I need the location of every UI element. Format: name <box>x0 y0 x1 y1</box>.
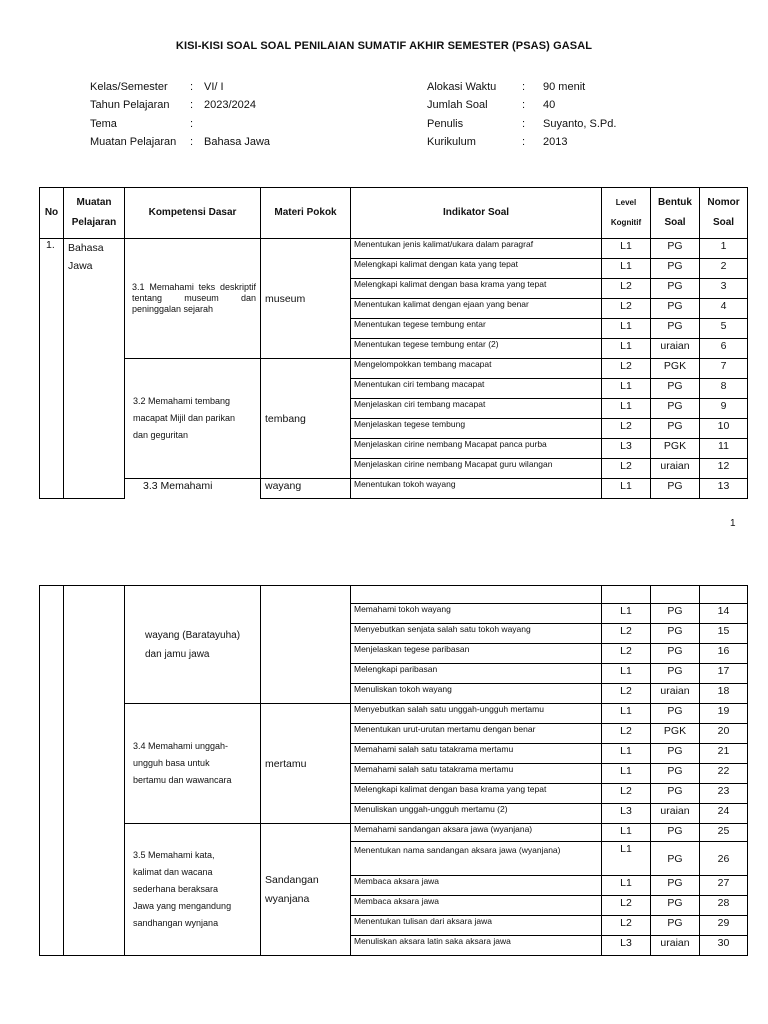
nomor-soal: 10 <box>700 419 748 439</box>
info-label: Kurikulum <box>427 136 476 148</box>
info-value: VI/ I <box>204 81 224 93</box>
materi-pokok-tembang: tembang <box>261 359 351 479</box>
header-materi-pokok: Materi Pokok <box>261 188 351 239</box>
level-kognitif: L2 <box>602 299 651 319</box>
nomor-soal: 20 <box>700 724 748 744</box>
level-kognitif: L2 <box>602 419 651 439</box>
table-row <box>40 479 748 499</box>
bentuk-soal: PG <box>651 784 700 804</box>
header-level-kognitif <box>602 188 651 239</box>
kd-line: dan jamu jawa <box>145 648 210 660</box>
nomor-soal: 2 <box>700 259 748 279</box>
indikator-soal: Menuliskan aksara latin saka aksara jawa <box>351 936 602 956</box>
bentuk-soal: PG <box>651 604 700 624</box>
header-kompetensi-dasar: Kompetensi Dasar <box>125 188 261 239</box>
bentuk-soal: PG <box>651 764 700 784</box>
level-kognitif: L1 <box>602 824 651 842</box>
header-bentuk-line: Bentuk <box>658 197 692 208</box>
level-kognitif: L2 <box>602 279 651 299</box>
bentuk-soal: PG <box>651 239 700 259</box>
nomor-soal: 14 <box>700 604 748 624</box>
indikator-soal: Menyebutkan salah satu unggah-ungguh mertamu <box>351 704 602 724</box>
page-number: 1 <box>730 518 736 529</box>
muatan-line: Bahasa <box>68 242 104 254</box>
nomor-soal: 22 <box>700 764 748 784</box>
info-value: 2023/2024 <box>204 99 256 111</box>
kompetensi-dasar-3-3: 3.3 Memahami <box>125 479 261 499</box>
kd-line: wayang (Baratayuha) <box>145 629 241 641</box>
level-kognitif: L1 <box>602 842 651 876</box>
table-row <box>40 586 748 604</box>
kd-line: Jawa yang mengandung <box>133 901 232 911</box>
level-kognitif: L1 <box>602 339 651 359</box>
bentuk-soal: PG <box>651 299 700 319</box>
level-kognitif: L2 <box>602 644 651 664</box>
header-indikator-soal: Indikator Soal <box>351 188 602 239</box>
indikator-soal: Menjelaskan tegese tembung <box>351 419 602 439</box>
nomor-soal: 27 <box>700 876 748 896</box>
kompetensi-dasar-3-4 <box>125 704 261 824</box>
level-kognitif: L1 <box>602 239 651 259</box>
kd-line: sandhangan wynjana <box>133 918 219 928</box>
level-kognitif: L3 <box>602 804 651 824</box>
bentuk-soal: PGK <box>651 439 700 459</box>
indikator-soal: Menjelaskan cirine nembang Macapat panca purba <box>351 439 602 459</box>
info-separator: : <box>190 81 194 93</box>
indikator-soal: Menentukan urut-urutan mertamu dengan benar <box>351 724 602 744</box>
document-title: KISI-KISI SOAL SOAL PENILAIAN SUMATIF AKHIR SEMESTER (PSAS) GASAL <box>175 40 593 52</box>
indikator-soal: Menuliskan unggah-ungguh mertamu (2) <box>351 804 602 824</box>
table-row <box>40 824 748 842</box>
bentuk-soal: PG <box>651 419 700 439</box>
bentuk-soal: PG <box>651 479 700 499</box>
level-kognitif: L2 <box>602 459 651 479</box>
muatan-line: Jawa <box>68 260 93 272</box>
bentuk-empty <box>651 586 700 604</box>
kisi-kisi-table-page-1 <box>39 187 748 499</box>
info-separator: : <box>522 136 526 148</box>
kompetensi-dasar-3-1: 3.1 Memahami teks deskriptif tentang museum dan peninggalan sejarah <box>125 239 261 359</box>
table-header-row <box>40 188 748 239</box>
info-separator: : <box>190 118 194 130</box>
materi-pokok-mertamu: mertamu <box>261 704 351 824</box>
level-kognitif: L1 <box>602 319 651 339</box>
header-bentuk-line: Soal <box>664 217 686 228</box>
table-row <box>40 359 748 379</box>
nomor-empty <box>700 586 748 604</box>
bentuk-soal: PG <box>651 259 700 279</box>
bentuk-soal: PG <box>651 279 700 299</box>
nomor-soal: 28 <box>700 896 748 916</box>
indikator-soal: Menjelaskan cirine nembang Macapat guru wilangan <box>351 459 602 479</box>
indikator-soal: Memahami sandangan aksara jawa (wyanjana) <box>351 824 602 842</box>
level-kognitif: L1 <box>602 764 651 784</box>
indikator-soal: Menentukan tegese tembung entar <box>351 319 602 339</box>
info-separator: : <box>522 81 526 93</box>
bentuk-soal: PG <box>651 896 700 916</box>
info-value: 90 menit <box>543 81 586 93</box>
nomor-soal: 15 <box>700 624 748 644</box>
header-bentuk-soal <box>651 188 700 239</box>
info-label: Penulis <box>427 118 464 130</box>
bentuk-soal: PG <box>651 876 700 896</box>
row-number-empty <box>40 586 64 956</box>
bentuk-soal: uraian <box>651 684 700 704</box>
bentuk-soal: PG <box>651 644 700 664</box>
indikator-soal: Menyebutkan senjata salah satu tokoh wayang <box>351 624 602 644</box>
nomor-soal: 3 <box>700 279 748 299</box>
indikator-empty <box>351 586 602 604</box>
materi-pokok-empty <box>261 586 351 704</box>
info-left <box>90 81 390 161</box>
header-no: No <box>40 188 64 239</box>
level-kognitif: L3 <box>602 439 651 459</box>
muatan-pelajaran <box>64 239 125 499</box>
kd-line: 3.5 Memahami kata, <box>133 850 215 860</box>
level-kognitif: L2 <box>602 784 651 804</box>
kd-line: sederhana beraksara <box>133 884 219 894</box>
level-kognitif: L2 <box>602 684 651 704</box>
kd-line: dan geguritan <box>133 430 189 440</box>
info-label: Tema <box>90 118 117 130</box>
nomor-soal: 6 <box>700 339 748 359</box>
nomor-soal: 19 <box>700 704 748 724</box>
kompetensi-dasar-3-3-cont <box>125 586 261 704</box>
level-kognitif: L2 <box>602 896 651 916</box>
bentuk-soal: PG <box>651 624 700 644</box>
nomor-soal: 7 <box>700 359 748 379</box>
nomor-soal: 16 <box>700 644 748 664</box>
kd-line: 3.4 Memahami unggah- <box>133 741 229 751</box>
indikator-soal: Membaca aksara jawa <box>351 876 602 896</box>
bentuk-soal: PG <box>651 379 700 399</box>
bentuk-soal: PG <box>651 842 700 876</box>
materi-pokok-wayang: wayang <box>261 479 351 499</box>
nomor-soal: 4 <box>700 299 748 319</box>
indikator-soal: Memahami tokoh wayang <box>351 604 602 624</box>
row-number: 1. <box>40 239 64 499</box>
level-kognitif: L1 <box>602 379 651 399</box>
info-separator: : <box>190 136 194 148</box>
kisi-kisi-table-page-2 <box>39 585 748 956</box>
indikator-soal: Menentukan ciri tembang macapat <box>351 379 602 399</box>
level-kognitif: L2 <box>602 359 651 379</box>
nomor-soal: 5 <box>700 319 748 339</box>
info-label: Alokasi Waktu <box>427 81 497 93</box>
bentuk-soal: PG <box>651 704 700 724</box>
kd-line: kalimat dan wacana <box>133 867 213 877</box>
bentuk-soal: PG <box>651 664 700 684</box>
info-value: 40 <box>543 99 556 111</box>
info-separator: : <box>190 99 194 111</box>
bentuk-soal: PG <box>651 399 700 419</box>
info-value: Bahasa Jawa <box>204 136 271 148</box>
indikator-soal: Melengkapi kalimat dengan basa krama yang tepat <box>351 279 602 299</box>
nomor-soal: 8 <box>700 379 748 399</box>
info-separator: : <box>522 99 526 111</box>
header-level-line: Kognitif <box>610 218 642 227</box>
nomor-soal: 17 <box>700 664 748 684</box>
indikator-soal: Mengelompokkan tembang macapat <box>351 359 602 379</box>
bentuk-soal: PG <box>651 916 700 936</box>
bentuk-soal: PG <box>651 744 700 764</box>
level-kognitif: L2 <box>602 724 651 744</box>
level-kognitif: L1 <box>602 744 651 764</box>
indikator-soal: Menuliskan tokoh wayang <box>351 684 602 704</box>
nomor-soal: 12 <box>700 459 748 479</box>
indikator-soal: Memahami salah satu tatakrama mertamu <box>351 764 602 784</box>
indikator-soal: Melengkapi kalimat dengan basa krama yang tepat <box>351 784 602 804</box>
level-kognitif: L2 <box>602 624 651 644</box>
bentuk-soal: uraian <box>651 339 700 359</box>
indikator-soal: Menentukan kalimat dengan ejaan yang benar <box>351 299 602 319</box>
indikator-soal: Menjelaskan tegese paribasan <box>351 644 602 664</box>
nomor-soal: 25 <box>700 824 748 842</box>
info-label: Tahun Pelajaran <box>90 99 170 111</box>
bentuk-soal: uraian <box>651 459 700 479</box>
indikator-soal: Menentukan tulisan dari aksara jawa <box>351 916 602 936</box>
table-row <box>40 239 748 259</box>
materi-line: wyanjana <box>265 892 310 905</box>
info-label: Muatan Pelajaran <box>90 136 177 148</box>
indikator-soal: Melengkapi kalimat dengan kata yang tepat <box>351 259 602 279</box>
indikator-soal: Menentukan jenis kalimat/ukara dalam paragraf <box>351 239 602 259</box>
level-kognitif: L1 <box>602 399 651 419</box>
nomor-soal: 24 <box>700 804 748 824</box>
header-muatan-line: Pelajaran <box>71 217 117 228</box>
level-kognitif: L2 <box>602 916 651 936</box>
kd-line: bertamu dan wawancara <box>133 775 232 785</box>
bentuk-soal: uraian <box>651 804 700 824</box>
kd-line: 3.2 Memahami tembang <box>133 396 231 406</box>
level-empty <box>602 586 651 604</box>
header-nomor-soal <box>700 188 748 239</box>
header-nomor-line: Nomor <box>707 197 740 208</box>
info-right <box>427 81 727 161</box>
info-separator: : <box>522 118 526 130</box>
materi-line: Sandangan <box>265 873 319 886</box>
header-muatan-line: Muatan <box>76 197 112 208</box>
indikator-soal: Menentukan tokoh wayang <box>351 479 602 499</box>
materi-pokok-sandangan <box>261 824 351 956</box>
info-value: Suyanto, S.Pd. <box>543 118 617 130</box>
level-kognitif: L3 <box>602 936 651 956</box>
info-label: Jumlah Soal <box>427 99 488 111</box>
info-value: 2013 <box>543 136 568 148</box>
level-kognitif: L1 <box>602 704 651 724</box>
kompetensi-dasar-3-5 <box>125 824 261 956</box>
nomor-soal: 18 <box>700 684 748 704</box>
level-kognitif: L1 <box>602 259 651 279</box>
bentuk-soal: PGK <box>651 724 700 744</box>
header-muatan <box>64 188 125 239</box>
nomor-soal: 23 <box>700 784 748 804</box>
header-nomor-line: Soal <box>712 217 735 228</box>
nomor-soal: 9 <box>700 399 748 419</box>
nomor-soal: 21 <box>700 744 748 764</box>
table-row <box>40 704 748 724</box>
nomor-soal: 13 <box>700 479 748 499</box>
bentuk-soal: PG <box>651 824 700 842</box>
level-kognitif: L1 <box>602 664 651 684</box>
kd-line: ungguh basa untuk <box>133 758 210 768</box>
level-kognitif: L1 <box>602 604 651 624</box>
indikator-soal: Membaca aksara jawa <box>351 896 602 916</box>
indikator-soal: Menjelaskan ciri tembang macapat <box>351 399 602 419</box>
nomor-soal: 30 <box>700 936 748 956</box>
bentuk-soal: uraian <box>651 936 700 956</box>
kd-line: macapat Mijil dan parikan <box>133 413 236 423</box>
indikator-soal: Menentukan nama sandangan aksara jawa (wyanjana) <box>351 842 602 876</box>
level-kognitif: L1 <box>602 876 651 896</box>
kompetensi-dasar-3-2 <box>125 359 261 479</box>
header-level-line: Level <box>615 198 637 207</box>
info-label: Kelas/Semester <box>90 81 168 93</box>
nomor-soal: 11 <box>700 439 748 459</box>
muatan-pelajaran-empty <box>64 586 125 956</box>
nomor-soal: 29 <box>700 916 748 936</box>
indikator-soal: Melengkapi paribasan <box>351 664 602 684</box>
level-kognitif: L1 <box>602 479 651 499</box>
bentuk-soal: PG <box>651 319 700 339</box>
bentuk-soal: PGK <box>651 359 700 379</box>
nomor-soal: 26 <box>700 842 748 876</box>
indikator-soal: Menentukan tegese tembung entar (2) <box>351 339 602 359</box>
nomor-soal: 1 <box>700 239 748 259</box>
indikator-soal: Memahami salah satu tatakrama mertamu <box>351 744 602 764</box>
materi-pokok-museum: museum <box>261 239 351 359</box>
